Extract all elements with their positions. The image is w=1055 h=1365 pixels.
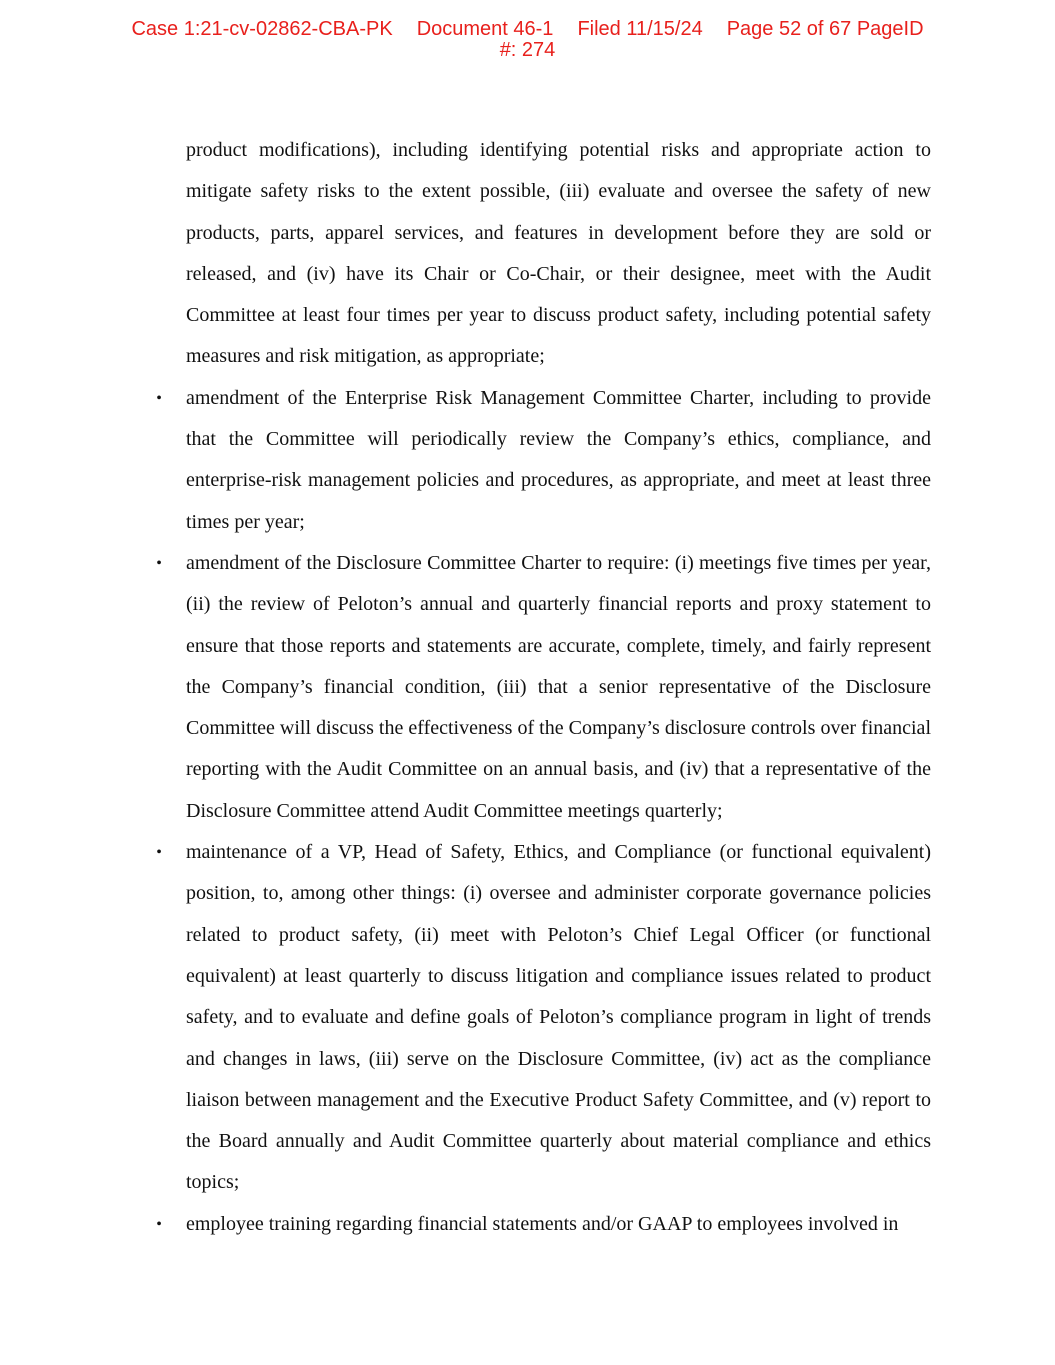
filed-date: Filed 11/15/24 [577, 18, 703, 40]
list-item-text: maintenance of a VP, Head of Safety, Ethics, and Compliance (or functional equivalent) position, to, among other things: (i) oversee and administer corporate governance policies related to product safety, (ii) meet with Peloton’s Chief Legal Officer (or functional equivalent) at least quarterly to discuss litigation and compliance issues related to product safety, and to evaluate and define goals of Peloton’s compliance program in light of trends and changes in laws, (iii) serve on the Disclosure Committee, (iv) act as the compliance liaison between management and the Executive Product Safety Committee, and (v) report to the Board annually and Audit Committee quarterly about material compliance and ethics topics; [186, 841, 931, 1194]
document-number: Document 46-1 [416, 18, 554, 40]
list-item-text: employee training regarding financial statements and/or GAAP to employees involved in [186, 1212, 899, 1235]
page-id: #: 274 [499, 39, 556, 61]
bullet-icon: • [156, 844, 162, 862]
list-item [156, 378, 931, 543]
bullet-list [156, 378, 931, 1245]
list-item-text: amendment of the Disclosure Committee Charter to require: (i) meetings five times per year, (ii) the review of Peloton’s annual and quarterly financial reports and proxy statement to ensure that those reports and statements are accurate, complete, timely, and fairly represent the Company’s financial condition, (iii) that a senior representative of the Disclosure Committee will discuss the effectiveness of the Company’s disclosure controls over financial reporting with the Audit Committee on an annual basis, and (iv) that a representative of the Disclosure Committee attend Audit Committee meetings quarterly; [186, 551, 931, 822]
list-item [156, 543, 931, 832]
list-item [156, 832, 931, 1204]
list-item [156, 1204, 931, 1245]
continued-paragraph: product modifications), including identifying potential risks and appropriate action to mitigate safety risks to the extent possible, (iii) evaluate and oversee the safety of new products, parts, apparel services, and features in development before they are sold or released, and (iv) have its Chair or Co-Chair, or their designee, meet with the Audit Committee at least four times per year to discuss product safety, including potential safety measures and risk mitigation, as appropriate; [186, 139, 931, 368]
bullet-icon: • [156, 389, 162, 407]
bullet-icon: • [156, 1215, 162, 1233]
page-number: Page 52 of 67 PageID [726, 18, 924, 40]
list-item-text: amendment of the Enterprise Risk Management Committee Charter, including to provide that the Committee will periodically review the Company’s ethics, compliance, and enterprise-risk management policies and procedures, as appropriate, and meet at least three times per year; [186, 386, 931, 533]
bullet-icon: • [156, 554, 162, 572]
case-number: Case 1:21-cv-02862-CBA-PK [131, 18, 393, 40]
court-filing-header [0, 19, 1055, 61]
document-body [156, 130, 931, 1245]
